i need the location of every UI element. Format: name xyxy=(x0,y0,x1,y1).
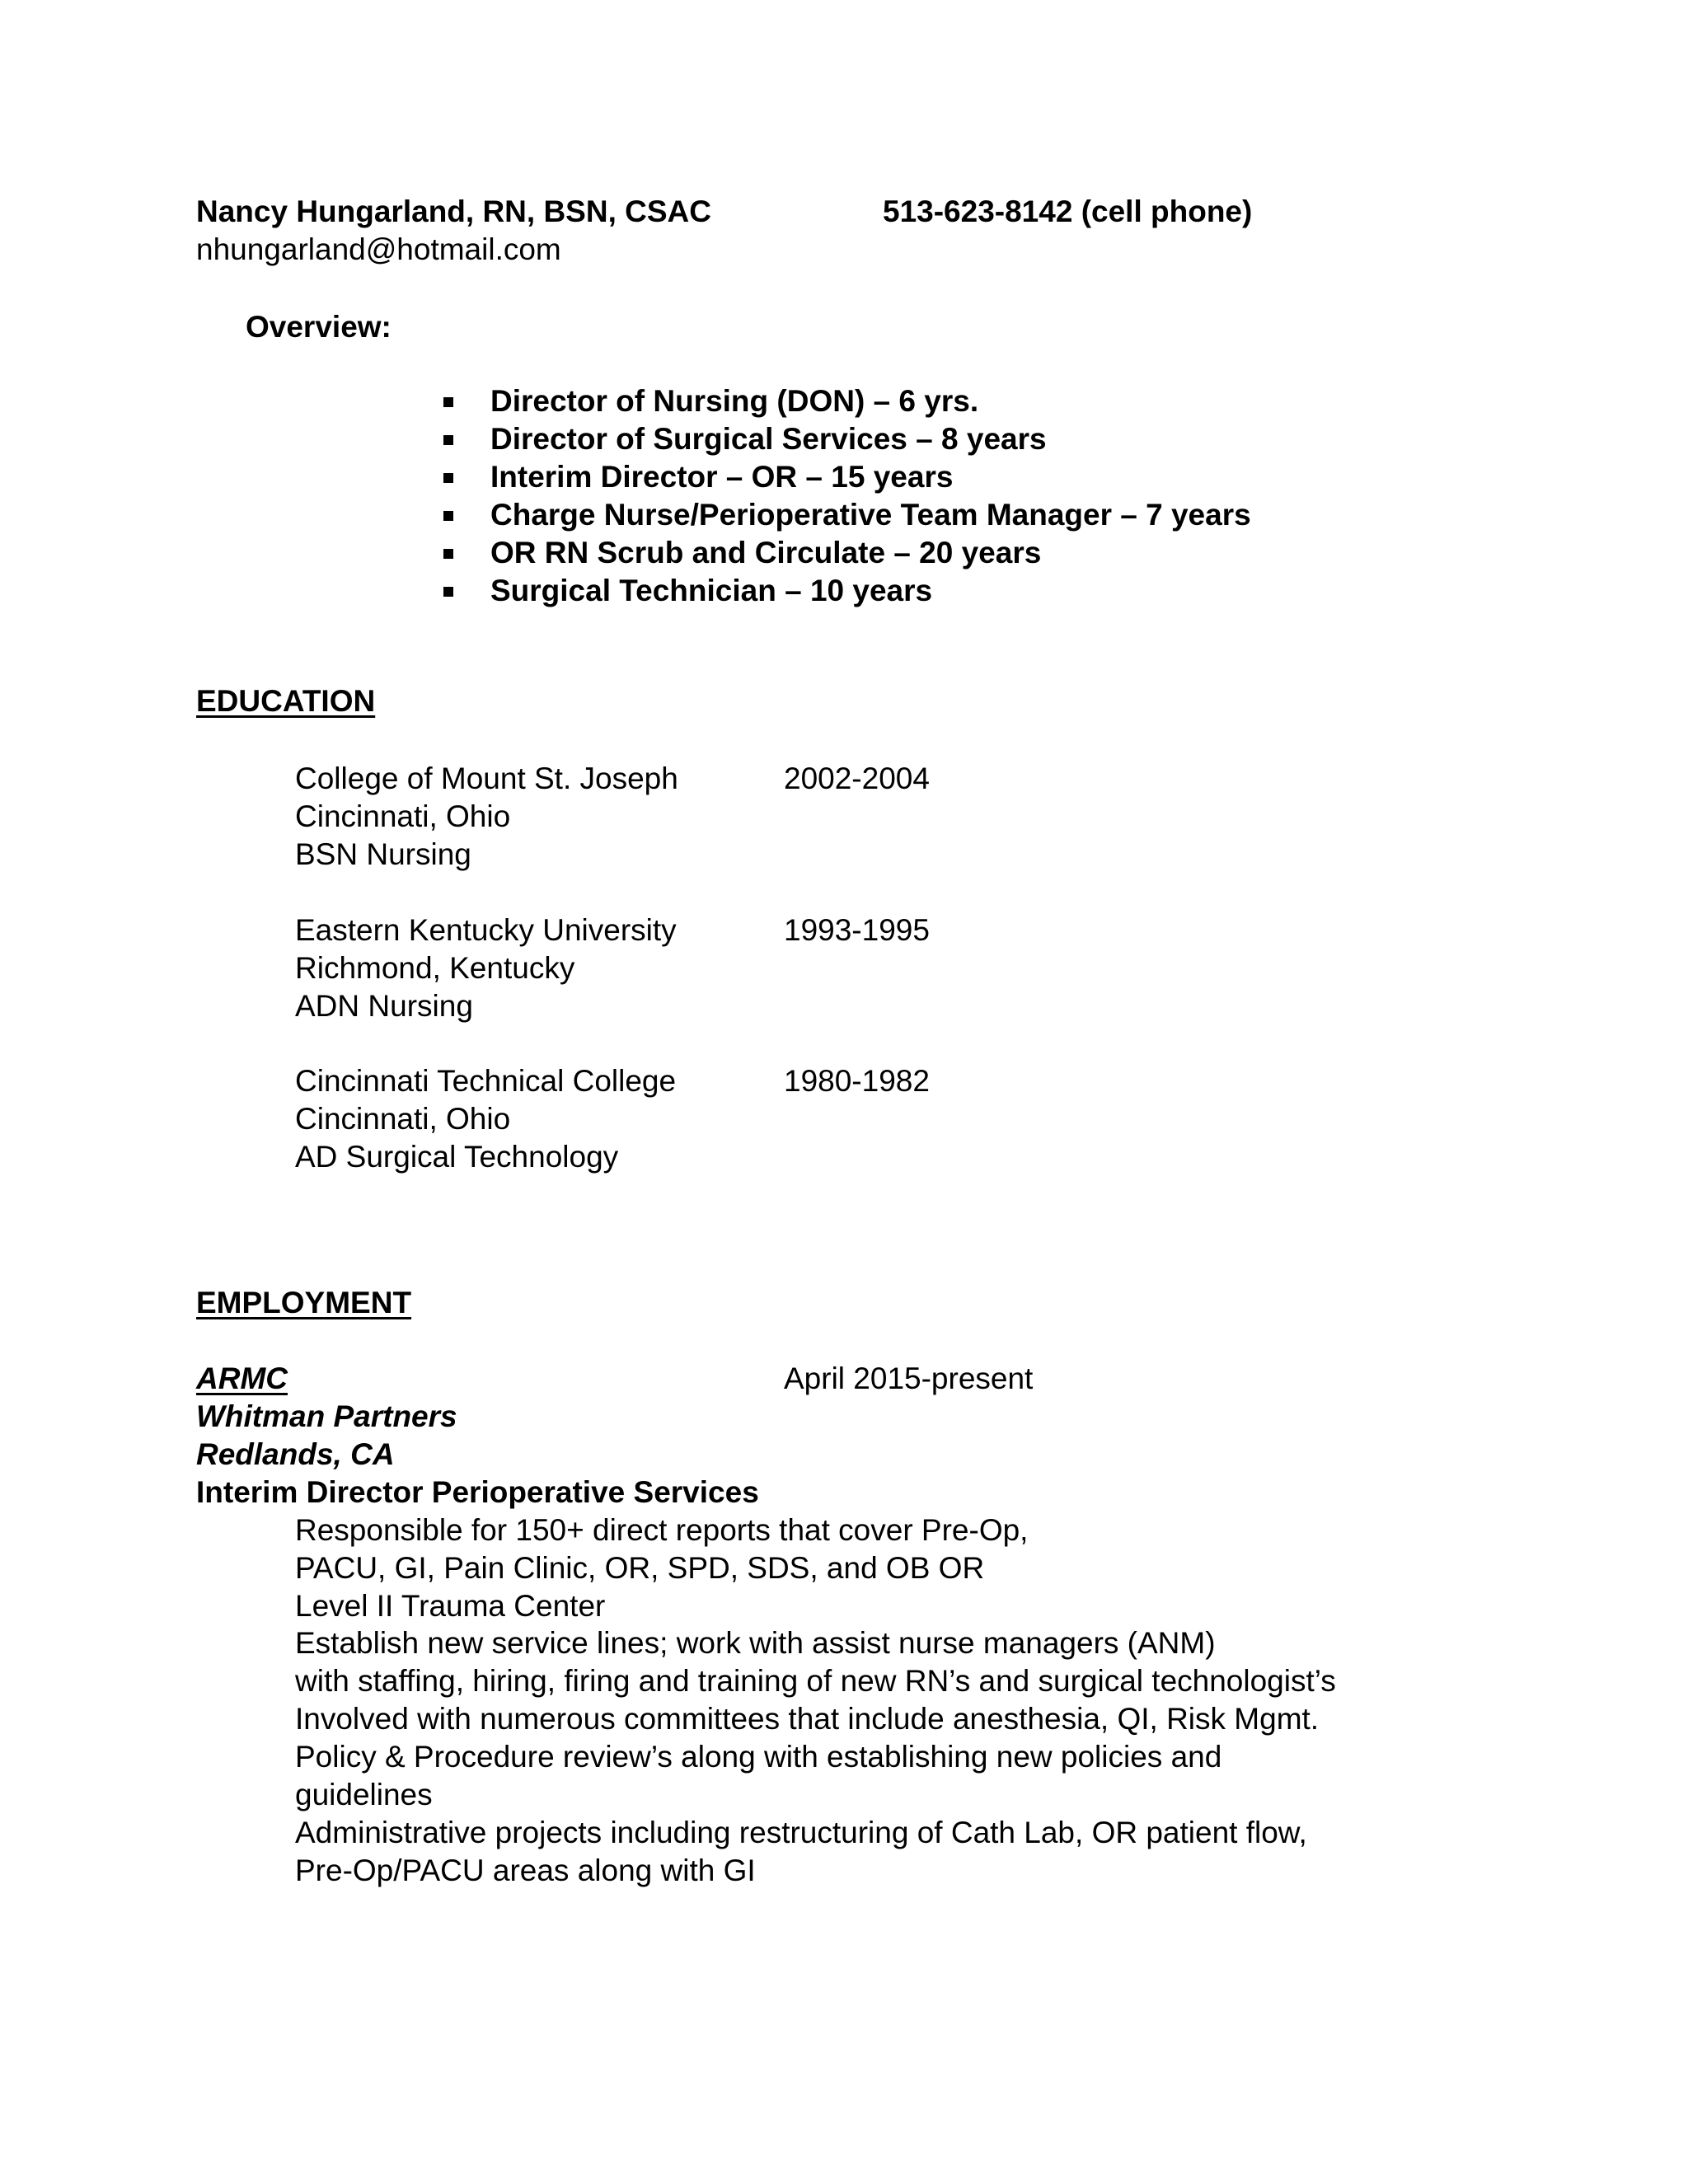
school-location: Cincinnati, Ohio xyxy=(295,799,511,833)
school-location: Cincinnati, Ohio xyxy=(295,1102,511,1136)
overview-heading: Overview: xyxy=(246,310,392,344)
phone-number: 513-623-8142 (cell phone) xyxy=(883,194,1253,228)
overview-item: Interim Director – OR – 15 years xyxy=(490,460,954,494)
bullet-icon xyxy=(443,549,453,559)
job-dates: April 2015-present xyxy=(784,1361,1034,1395)
job-description-line: PACU, GI, Pain Clinic, OR, SPD, SDS, and OB OR xyxy=(295,1551,985,1585)
bullet-icon xyxy=(443,435,453,445)
overview-item: Director of Surgical Services – 8 years xyxy=(490,422,1047,456)
job-description-line: Pre-Op/PACU areas along with GI xyxy=(295,1854,756,1887)
overview-item: Charge Nurse/Perioperative Team Manager – 7 years xyxy=(490,498,1251,532)
education-dates: 2002-2004 xyxy=(784,762,930,795)
education-dates: 1993-1995 xyxy=(784,913,930,947)
job-description-line: Level II Trauma Center xyxy=(295,1589,606,1623)
degree: AD Surgical Technology xyxy=(295,1140,619,1174)
school-location: Richmond, Kentucky xyxy=(295,951,575,985)
job-title: Interim Director Perioperative Services xyxy=(196,1475,759,1509)
job-description-line: Establish new service lines; work with assist nurse managers (ANM) xyxy=(295,1626,1216,1660)
email-address: nhungarland@hotmail.com xyxy=(196,232,561,266)
agency-name: Whitman Partners xyxy=(196,1399,457,1433)
degree: ADN Nursing xyxy=(295,989,473,1023)
school-name: Eastern Kentucky University xyxy=(295,913,677,947)
job-description-line: guidelines xyxy=(295,1778,433,1811)
education-heading: EDUCATION xyxy=(196,684,376,718)
overview-item: OR RN Scrub and Circulate – 20 years xyxy=(490,536,1042,569)
bullet-icon xyxy=(443,473,453,483)
bullet-icon xyxy=(443,587,453,597)
candidate-name: Nancy Hungarland, RN, BSN, CSAC xyxy=(196,194,711,228)
job-description-line: with staffing, hiring, firing and training of new RN’s and surgical technologist’s xyxy=(295,1664,1336,1698)
job-description-line: Involved with numerous committees that include anesthesia, QI, Risk Mgmt. xyxy=(295,1702,1320,1736)
overview-item: Surgical Technician – 10 years xyxy=(490,574,933,607)
bullet-icon xyxy=(443,397,453,407)
school-name: Cincinnati Technical College xyxy=(295,1064,677,1098)
employer-name: ARMC xyxy=(196,1361,288,1395)
job-description-line: Administrative projects including restructuring of Cath Lab, OR patient flow, xyxy=(295,1816,1307,1849)
job-description-line: Responsible for 150+ direct reports that cover Pre-Op, xyxy=(295,1513,1029,1547)
degree: BSN Nursing xyxy=(295,837,471,871)
bullet-icon xyxy=(443,511,453,521)
education-dates: 1980-1982 xyxy=(784,1064,930,1098)
job-location: Redlands, CA xyxy=(196,1437,395,1471)
job-description-line: Policy & Procedure review’s along with establishing new policies and xyxy=(295,1740,1222,1774)
employment-heading: EMPLOYMENT xyxy=(196,1286,412,1319)
overview-item: Director of Nursing (DON) – 6 yrs. xyxy=(490,384,979,418)
school-name: College of Mount St. Joseph xyxy=(295,762,678,795)
